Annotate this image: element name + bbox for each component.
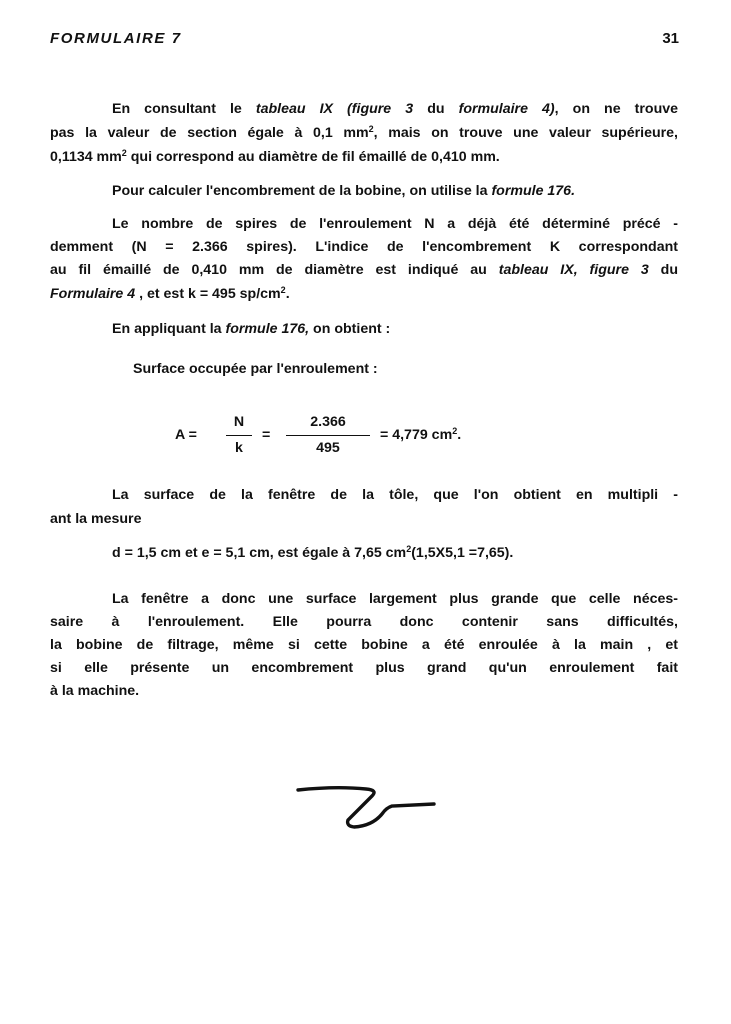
paragraph-3-line-3: au fil émaillé de 0,410 mm de diamètre est indiqué au tableau IX, figure 3 du bbox=[50, 262, 678, 278]
paragraph-1-line-2: pas la valeur de section égale à 0,1 $mm^2$, mais on trouve une valeur supérieure, bbox=[50, 124, 678, 141]
paragraph-8-line-2: saire à l'enroulement. Elle pourra donc contenir sans difficultés, bbox=[50, 614, 678, 630]
paragraph-5: Surface occupée par l'enroulement : bbox=[133, 361, 378, 377]
formula-result: = 4,779 $cm^2$. bbox=[380, 426, 462, 443]
paragraph-7: d = 1,5 cm et e = 5,1 cm, est égale à 7,65 $cm^2(1,5X5,1 =7,65)$. bbox=[112, 544, 514, 561]
paragraph-8-line-4: si elle présente un encombrement plus grand qu'un enroulement fait bbox=[50, 660, 678, 676]
formula-denominator-1: k bbox=[235, 440, 243, 456]
paragraph-8-line-1: La fenêtre a donc une surface largement plus grande que celle néces- bbox=[112, 591, 678, 607]
paragraph-3-line-4: Formulaire 4 , et est k = 495 $sp/cm^2$. bbox=[50, 285, 290, 302]
paragraph-4: En appliquant la formule 176, on obtient : bbox=[112, 321, 391, 337]
paragraph-3-line-1: Le nombre de spires de l'enroulement N a déjà été déterminé précé - bbox=[112, 216, 678, 232]
paragraph-1-line-3: 0,1134 $mm^2$ qui correspond au diamètre de fil émaillé de 0,410 mm. bbox=[50, 148, 500, 165]
paragraph-3-line-2: demment (N = 2.366 spires). L'indice de l'encombrement K correspondant bbox=[50, 239, 678, 255]
formula-denominator-2: 495 bbox=[316, 440, 340, 456]
formula-lhs: A = bbox=[175, 427, 197, 443]
paragraph-2: Pour calculer l'encombrement de la bobine, on utilise la formule 176. bbox=[112, 183, 576, 199]
running-header: FORMULAIRE 7 bbox=[50, 30, 182, 47]
fraction-bar-2 bbox=[286, 435, 370, 436]
paragraph-6-line-1: La surface de la fenêtre de la tôle, que l'on obtient en multipli - bbox=[112, 487, 678, 503]
fraction-bar-1 bbox=[226, 435, 252, 436]
paragraph-8-line-3: la bobine de filtrage, même si cette bobine a été enroulée à la main , et bbox=[50, 637, 678, 653]
paragraph-1-line-1: En consultant le tableau IX (figure 3 du formulaire 4), on ne trouve bbox=[112, 101, 679, 117]
end-flourish bbox=[296, 780, 438, 832]
formula-numerator-1: N bbox=[233, 414, 245, 430]
paragraph-8-line-5: à la machine. bbox=[50, 683, 140, 699]
page-number: 31 bbox=[662, 30, 679, 47]
paragraph-6-line-2: ant la mesure bbox=[50, 511, 142, 527]
formula-equals: = bbox=[262, 427, 271, 443]
formula-numerator-2: 2.366 bbox=[310, 414, 346, 430]
